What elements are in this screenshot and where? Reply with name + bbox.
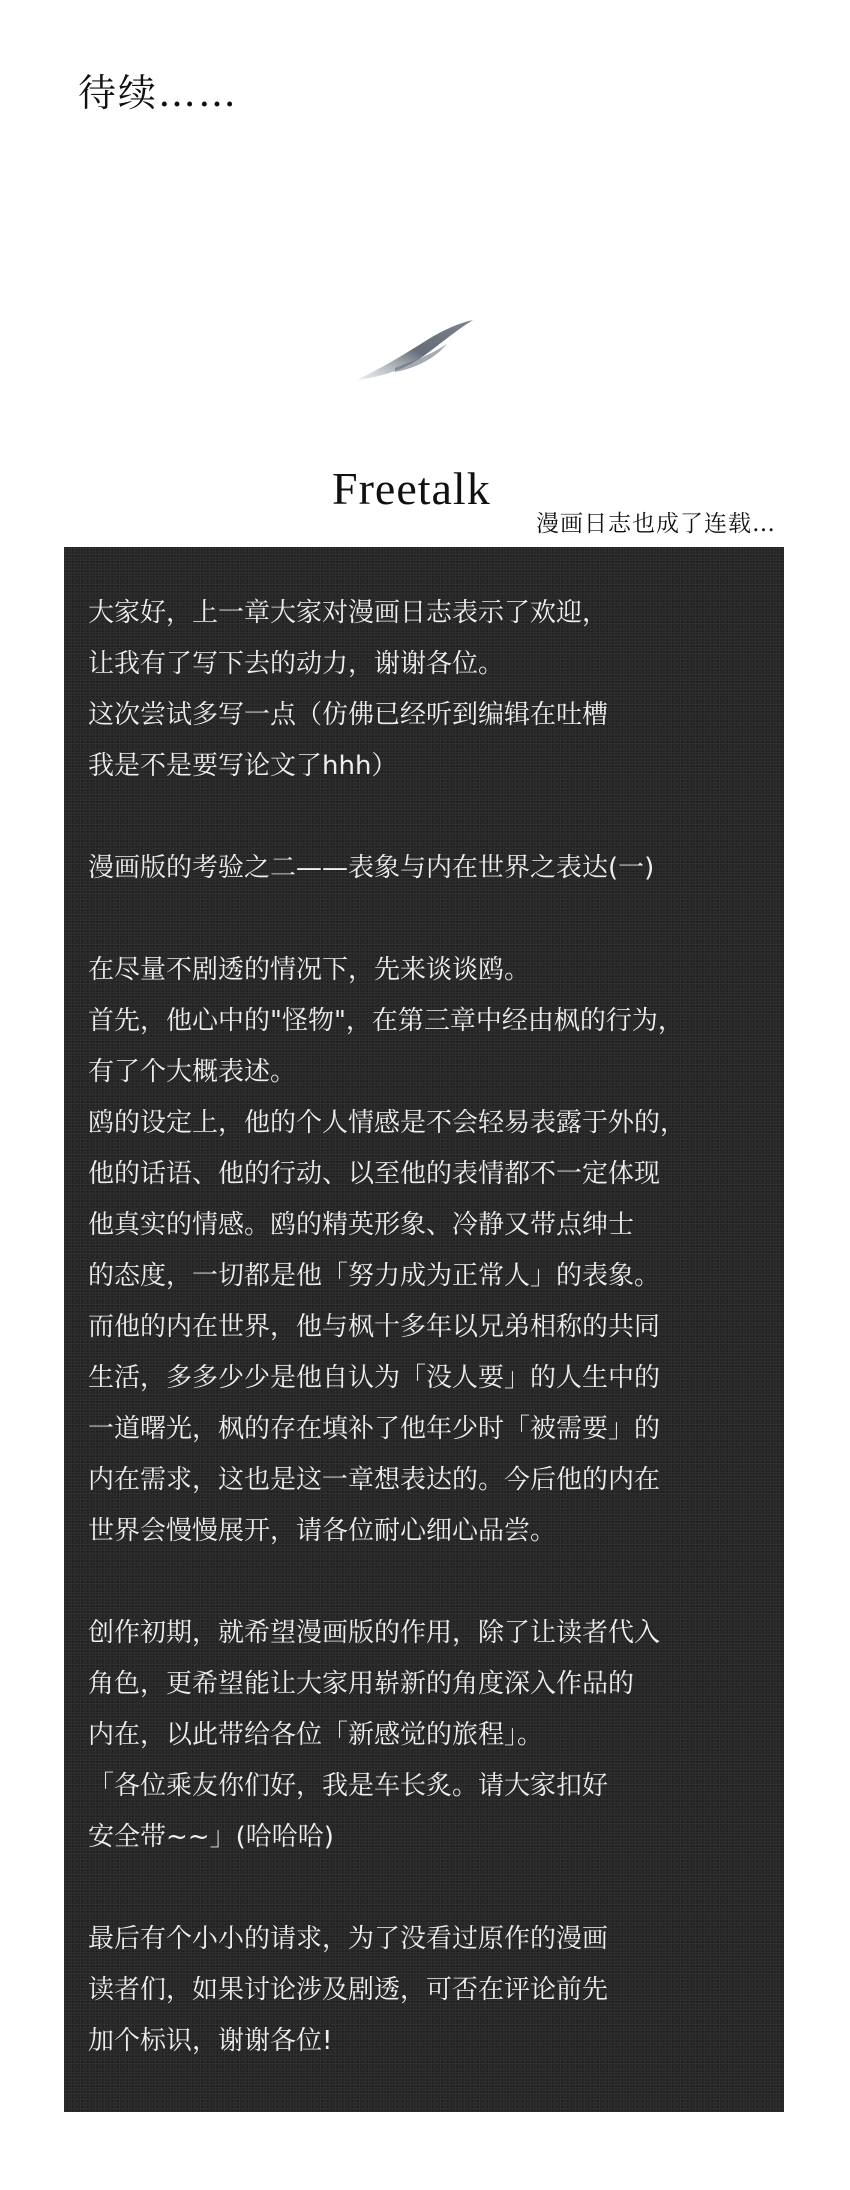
body-line: 的态度，一切都是他「努力成为正常人」的表象。 bbox=[88, 1261, 661, 1291]
body-line: 在尽量不剧透的情况下，先来谈谈鸥。 bbox=[88, 955, 531, 985]
body-line: 这次尝试多写一点（仿佛已经听到编辑在吐槽 bbox=[88, 700, 609, 730]
seagull-illustration bbox=[355, 318, 475, 388]
body-line: 安全带~~」(哈哈哈) bbox=[88, 1822, 334, 1852]
body-line: 内在，以此带给各位「新感觉的旅程」。 bbox=[88, 1720, 544, 1750]
body-line: 最后有个小小的请求，为了没看过原作的漫画 bbox=[88, 1924, 609, 1954]
body-line: 首先，他心中的"怪物"，在第三章中经由枫的行为， bbox=[88, 1006, 684, 1036]
body-line: 而他的内在世界，他与枫十多年以兄弟相称的共同 bbox=[88, 1312, 661, 1342]
body-line: 世界会慢慢展开，请各位耐心细心品尝。 bbox=[88, 1516, 557, 1546]
paragraph-gap bbox=[88, 792, 778, 843]
freetalk-body bbox=[88, 588, 778, 2067]
body-line: 角色，更希望能让大家用崭新的角度深入作品的 bbox=[88, 1669, 635, 1699]
body-line: 他的话语、他的行动、以至他的表情都不一定体现 bbox=[88, 1159, 661, 1189]
body-line: 「各位乘友你们好，我是车长炙。请大家扣好 bbox=[88, 1771, 609, 1801]
freetalk-title: Freetalk bbox=[332, 463, 491, 514]
section-heading: 漫画版的考验之二——表象与内在世界之表达(一) bbox=[88, 853, 655, 883]
body-line: 大家好，上一章大家对漫画日志表示了欢迎， bbox=[88, 598, 609, 628]
body-line: 他真实的情感。鸥的精英形象、冷静又带点绅士 bbox=[88, 1210, 635, 1240]
body-line: 生活，多多少少是他自认为「没人要」的人生中的 bbox=[88, 1363, 661, 1393]
body-line: 一道曙光，枫的存在填补了他年少时「被需要」的 bbox=[88, 1414, 661, 1444]
body-line: 我是不是要写论文了hhh） bbox=[88, 751, 398, 781]
paragraph-gap bbox=[88, 894, 778, 945]
paragraph-gap bbox=[88, 1863, 778, 1914]
body-line: 让我有了写下去的动力，谢谢各位。 bbox=[88, 649, 505, 679]
body-line: 加个标识，谢谢各位! bbox=[88, 2026, 333, 2056]
paragraph-gap bbox=[88, 1557, 778, 1608]
body-line: 鸥的设定上，他的个人情感是不会轻易表露于外的， bbox=[88, 1108, 687, 1138]
freetalk-subtitle: 漫画日志也成了连载… bbox=[536, 511, 776, 537]
body-line: 内在需求，这也是这一章想表达的。今后他的内在 bbox=[88, 1465, 661, 1495]
body-line: 读者们，如果讨论涉及剧透，可否在评论前先 bbox=[88, 1975, 609, 2005]
body-line: 有了个大概表述。 bbox=[88, 1057, 297, 1087]
to-be-continued-text: 待续…… bbox=[78, 71, 239, 115]
body-line: 创作初期，就希望漫画版的作用，除了让读者代入 bbox=[88, 1618, 661, 1648]
